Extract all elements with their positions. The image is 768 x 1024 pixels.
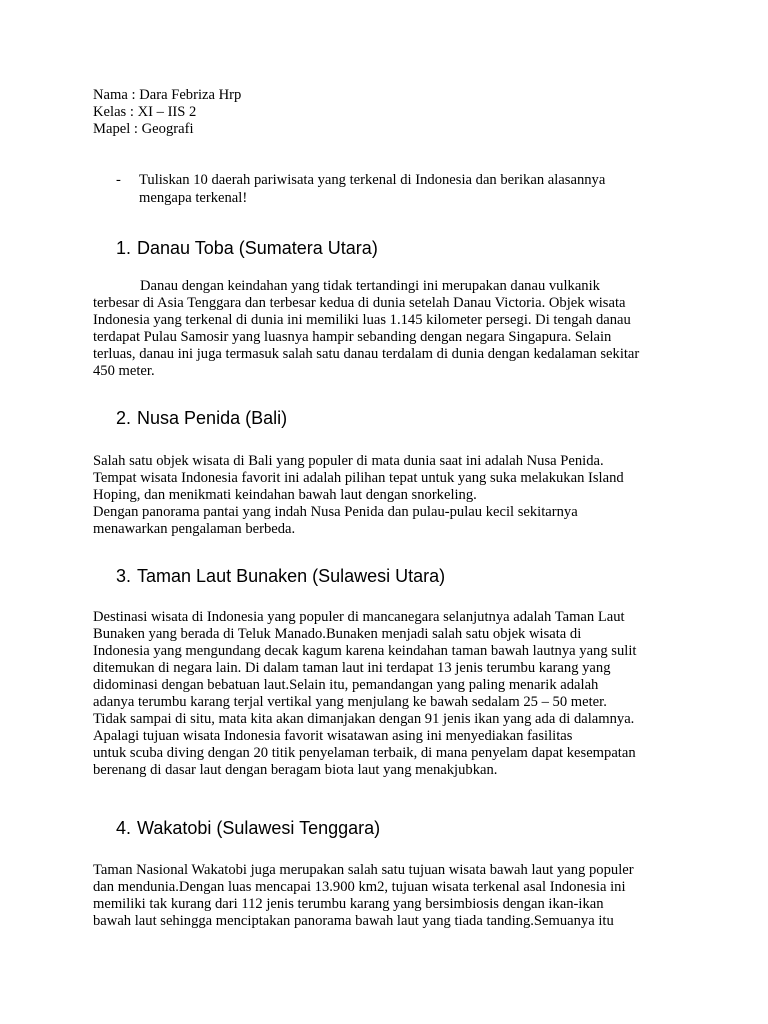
assignment-line: mengapa terkenal!: [139, 190, 248, 206]
section-number: 3.: [116, 566, 132, 586]
section-heading-danau-toba: [116, 237, 378, 259]
paragraph-line: ditemukan di negara lain. Di dalam taman laut ini terdapat 13 jenis terumbu karang yang: [93, 660, 611, 676]
section-body-nusa-penida: [93, 453, 683, 538]
paragraph-line: Salah satu objek wisata di Bali yang populer di mata dunia saat ini adalah Nusa Penida.: [93, 453, 604, 469]
assignment-line: Tuliskan 10 daerah pariwisata yang terkenal di Indonesia dan berikan alasannya: [139, 172, 606, 188]
paragraph-line: memiliki tak kurang dari 112 jenis terumbu karang yang bersimbiosis dengan ikan-ikan: [93, 896, 604, 912]
paragraph-line: adanya terumbu karang terjal vertikal yang menjulang ke bawah sedalam 25 – 50 meter.: [93, 694, 607, 710]
paragraph-line: terdapat Pulau Samosir yang luasnya hampir sebanding dengan negara Singapura. Selain: [93, 329, 612, 345]
bullet-dash: -: [116, 172, 121, 188]
paragraph-line: dan mendunia.Dengan luas mencapai 13.900 km2, tujuan wisata terkenal asal Indonesia ini: [93, 879, 626, 895]
paragraph-line: Danau dengan keindahan yang tidak tertandingi ini merupakan danau vulkanik: [140, 278, 600, 294]
assignment-text: [139, 171, 679, 207]
section-body-danau-toba: [93, 278, 683, 380]
section-title: Nusa Penida (Bali): [137, 408, 288, 428]
student-info: [93, 87, 241, 138]
paragraph-line: untuk scuba diving dengan 20 titik penyelaman terbaik, di mana penyelam dapat kesempatan: [93, 745, 636, 761]
student-subject: Mapel : Geografi: [93, 121, 194, 137]
section-body-wakatobi: [93, 862, 683, 930]
student-class: Kelas : XI – IIS 2: [93, 104, 197, 120]
section-number: 2.: [116, 408, 132, 428]
paragraph-line: Destinasi wisata di Indonesia yang populer di mancanegara selanjutnya adalah Taman Laut: [93, 609, 625, 625]
paragraph-line: bawah laut sehingga menciptakan panorama bawah laut yang tiada tanding.Semuanya itu: [93, 913, 614, 929]
paragraph-line: terluas, danau ini juga termasuk salah satu danau terdalam di dunia dengan kedalaman sekitar: [93, 346, 640, 362]
section-title: Danau Toba (Sumatera Utara): [137, 238, 378, 258]
paragraph-line: Dengan panorama pantai yang indah Nusa Penida dan pulau-pulau kecil sekitarnya: [93, 504, 578, 520]
paragraph-line: Apalagi tujuan wisata Indonesia favorit wisatawan asing ini menyediakan fasilitas: [93, 728, 573, 744]
paragraph-line: Tempat wisata Indonesia favorit ini adalah pilihan tepat untuk yang suka melakukan Island: [93, 470, 624, 486]
paragraph-line: Bunaken yang berada di Teluk Manado.Bunaken menjadi salah satu objek wisata di: [93, 626, 582, 642]
paragraph-line: Tidak sampai di situ, mata kita akan dimanjakan dengan 91 jenis ikan yang ada di dalamnya.: [93, 711, 635, 727]
section-heading-bunaken: [116, 565, 445, 587]
paragraph-line: 450 meter.: [93, 363, 155, 379]
section-heading-wakatobi: [116, 817, 380, 839]
paragraph-line: didominasi dengan bebatuan laut.Selain itu, pemandangan yang paling menarik adalah: [93, 677, 599, 693]
paragraph-line: menawarkan pengalaman berbeda.: [93, 521, 296, 537]
section-body-bunaken: [93, 609, 683, 779]
section-title: Taman Laut Bunaken (Sulawesi Utara): [137, 566, 446, 586]
paragraph-line: Hoping, dan menikmati keindahan bawah laut dengan snorkeling.: [93, 487, 477, 503]
section-heading-nusa-penida: [116, 407, 287, 429]
paragraph-line: berenang di dasar laut dengan beragam biota laut yang menakjubkan.: [93, 762, 498, 778]
section-title: Wakatobi (Sulawesi Tenggara): [137, 818, 381, 838]
paragraph-line: Indonesia yang mengundang decak kagum karena keindahan taman bawah lautnya yang sulit: [93, 643, 637, 659]
paragraph-line: terbesar di Asia Tenggara dan terbesar kedua di dunia setelah Danau Victoria. Objek wisata: [93, 295, 626, 311]
student-name: Nama : Dara Febriza Hrp: [93, 87, 242, 103]
paragraph-line: Indonesia yang terkenal di dunia ini memiliki luas 1.145 kilometer persegi. Di tengah danau: [93, 312, 631, 328]
section-number: 1.: [116, 238, 132, 258]
section-number: 4.: [116, 818, 132, 838]
paragraph-line: Taman Nasional Wakatobi juga merupakan salah satu tujuan wisata bawah laut yang populer: [93, 862, 634, 878]
